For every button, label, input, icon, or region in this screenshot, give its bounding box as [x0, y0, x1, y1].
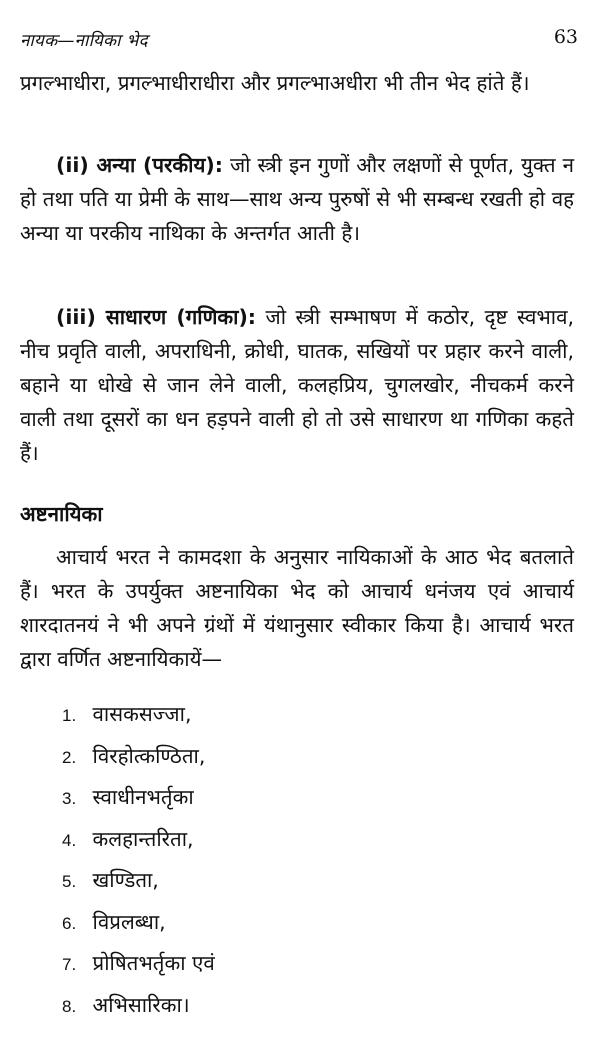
list-text: अभिसारिका। — [92, 992, 190, 1017]
list-item — [62, 825, 215, 867]
list-number: 6. — [62, 913, 77, 933]
paragraph-text: जो स्त्री सम्भाषण में कठोर, दृष्ट स्वभाव, नीच प्रवृति वाली, अपराधिनी, क्रोधी, घातक, सखियों पर प्रहार करने वाली, बहाने या धोखे से जान लेने वाली, कलहप्रिय, चुगलखोर, नीचकर्म करने वाली तथा दूसरों का धन हड़पने वाली हो तो उसे साधारण था गणिका कहते हैं। — [20, 305, 575, 465]
running-head: नायक—नायिका भेद — [20, 31, 148, 51]
paragraph-sadharan — [20, 300, 574, 470]
list-text: विरहोत्कण्ठिता, — [92, 743, 206, 768]
list-number: 4. — [62, 830, 77, 850]
paragraph-text: जो स्त्री इन गुणों और लक्षणों से पूर्णत, युक्त न हो तथा पति या प्रेमी के साथ—साथ अन्य पुरुषों से भी सम्बन्ध रखती हो वह अन्या या परकीय नाथिका के अन्तर्गत आती है। — [20, 153, 575, 245]
paragraph-label-sadharan: (iii) साधारण (गणिका): — [56, 305, 257, 329]
list-number: 8. — [62, 996, 77, 1016]
list-number: 2. — [62, 747, 77, 767]
paragraph-ashtanayika — [20, 540, 574, 676]
list-text: प्रोषितभर्तृका एवं — [92, 951, 215, 975]
list-text: कलहान्तरिता, — [92, 826, 194, 851]
list-text: विप्रलब्धा, — [92, 909, 166, 934]
list-number: 1. — [62, 706, 77, 725]
list-text: स्वाधीनभर्तृका — [92, 785, 194, 809]
paragraph-text: आचार्य भरत ने कामदशा के अनुसार नायिकाओं के आठ भेद बतलाते हैं। भरत के उपर्युक्त अष्टनायिका भेद को आचार्य धनंजय एवं आचार्य शारदातनयं ने भी अपने ग्रंथों में यंथानुसार स्वीकार किया है। आचार्य भरत द्वारा वर्णित अष्टनायिकायें— — [20, 545, 574, 671]
paragraph-text: प्रगल्भाधीरा, प्रगल्भाधीराधीरा और प्रगल्भाअधीरा भी तीन भेद हांते हैं। — [20, 71, 530, 95]
paragraph-anya — [20, 148, 574, 250]
list-item — [62, 991, 215, 1033]
list-item — [62, 700, 215, 742]
section-heading: अष्टनायिका — [20, 502, 103, 526]
list-item — [62, 908, 215, 950]
page-header — [20, 28, 578, 54]
list-item — [62, 783, 215, 825]
list-text: खण्डिता, — [92, 868, 159, 892]
paragraph-label-anya: (ii) अन्या (परकीय): — [56, 153, 223, 177]
list-item — [62, 742, 215, 784]
list-item — [62, 866, 215, 908]
page-number: 63 — [553, 26, 578, 48]
list-number: 3. — [62, 789, 77, 808]
ashtanayika-list — [62, 700, 215, 1032]
list-number: 7. — [62, 955, 77, 974]
list-item — [62, 949, 215, 991]
paragraph-pragalbha — [20, 66, 574, 100]
list-number: 5. — [62, 872, 77, 891]
list-text: वासकसज्जा, — [92, 702, 192, 726]
